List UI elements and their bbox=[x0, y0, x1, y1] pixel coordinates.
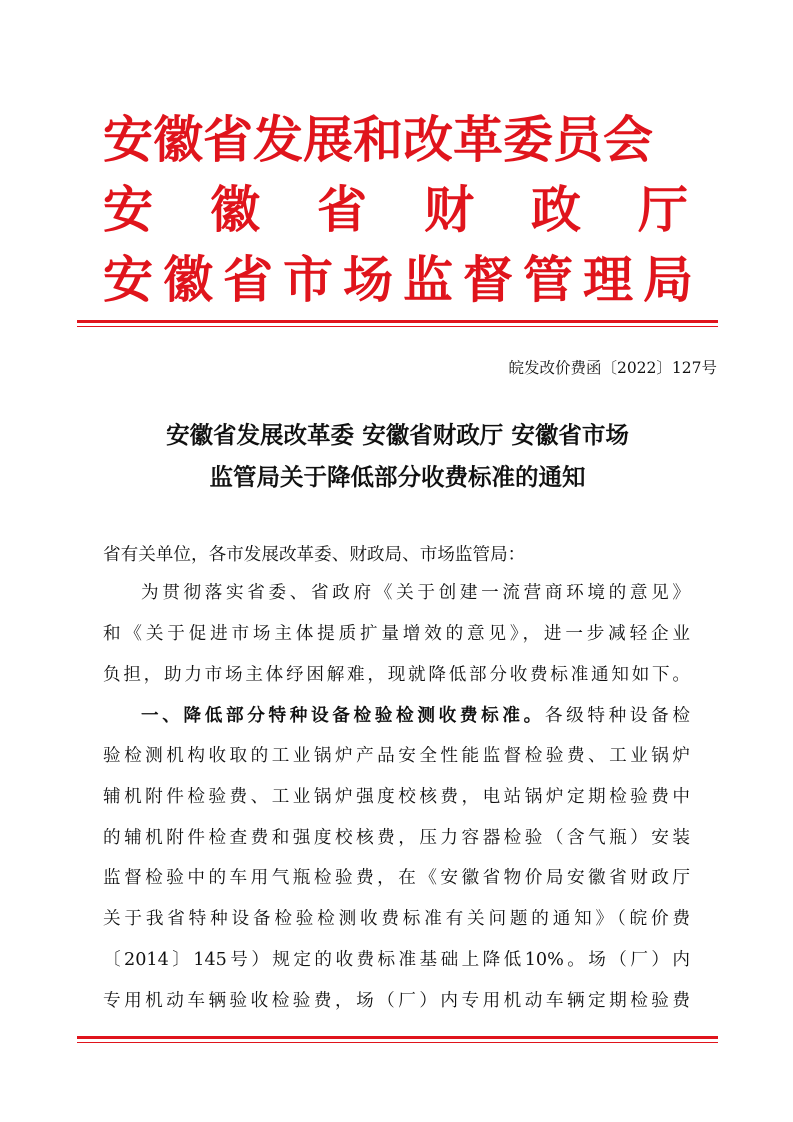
section-1-line: 的辅机附件检查费和强度校核费，压力容器检验（含气瓶）安装 bbox=[103, 828, 690, 848]
header-red-rule-thick bbox=[77, 320, 718, 323]
intro-line: 负担，助力市场主体纾困解难，现就降低部分收费标准通知如下。 bbox=[103, 665, 690, 685]
issuer-line-2: 安徽省财政厅 bbox=[103, 181, 745, 239]
document-title-line-1: 安徽省发展改革委 安徽省财政厅 安徽省市场 bbox=[166, 421, 629, 449]
issuer-line-1: 安徽省发展和改革委员会 bbox=[103, 111, 653, 169]
intro-line: 和《关于促进市场主体提质扩量增效的意见》，进一步减轻企业 bbox=[103, 624, 690, 644]
footer-red-rule-thin bbox=[77, 1042, 718, 1043]
section-1-line: 验检测机构收取的工业锅炉产品安全性能监督检验费、工业锅炉 bbox=[103, 746, 690, 766]
intro-line: 为贯彻落实省委、省政府《关于创建一流营商环境的意见》 bbox=[141, 583, 690, 603]
footer-red-rule-thick bbox=[77, 1036, 718, 1039]
section-1-text: 各级特种设备检 bbox=[544, 706, 690, 726]
section-1-heading: 一、降低部分特种设备检验检测收费标准。 bbox=[141, 706, 545, 726]
document-number: 皖发改价费函〔2022〕127号 bbox=[508, 359, 717, 377]
document-title-line-2: 监管局关于降低部分收费标准的通知 bbox=[209, 463, 586, 491]
issuer-line-3: 安徽省市场监督管理局 bbox=[103, 251, 703, 309]
section-1-line: 〔2014〕145号）规定的收费标准基础上降低10%。场（厂）内 bbox=[103, 950, 690, 970]
salutation: 省有关单位，各市发展改革委、财政局、市场监管局： bbox=[103, 545, 526, 565]
header-red-rule-thin bbox=[77, 326, 718, 327]
section-1-line: 专用机动车辆验收检验费，场（厂）内专用机动车辆定期检验费 bbox=[103, 991, 690, 1011]
section-1-line: 监督检验中的车用气瓶检验费，在《安徽省物价局安徽省财政厅 bbox=[103, 868, 690, 888]
section-1-line: 辅机附件检验费、工业锅炉强度校核费，电站锅炉定期检验费中 bbox=[103, 787, 690, 807]
section-1-line: 关于我省特种设备检验检测收费标准有关问题的通知》（皖价费 bbox=[103, 909, 690, 929]
section-1-first-line bbox=[141, 701, 690, 732]
